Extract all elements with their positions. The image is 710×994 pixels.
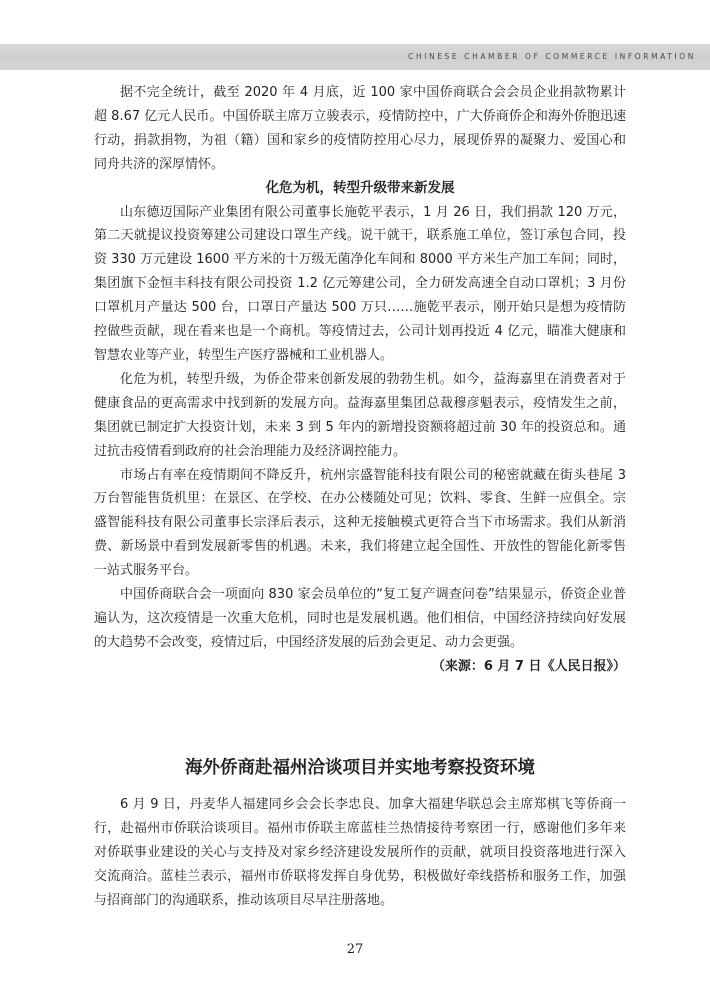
article-title: 海外侨商赴福州洽谈项目并实地考察投资环境: [185, 758, 535, 778]
body-paragraph: 6 月 9 日，丹麦华人福建同乡会会长李忠良、加拿大福建华联总会主席郑棋飞等侨商一行，赴福州市侨联洽谈项目。福州市侨联主席蓝桂兰热情接待考察团一行，感谢他们多年来对侨联事业建设的关心与支持及对家乡经济建设发展所作的贡献，就项目投资落地进行深入交流商洽。蓝桂兰表示，福州市侨联将发挥自身优势，积极做好牵线搭桥和服务工作，加强与招商部门的沟通联系，推动该项目尽早注册落地。: [94, 797, 626, 908]
page-number: 27: [346, 942, 364, 957]
article-body: [94, 793, 626, 913]
body-paragraph: 市场占有率在疫情期间不降反升，杭州宗盛智能科技有限公司的秘密就藏在街头巷尾 3 万台智能售货机里：在景区、在学校、在办公楼随处可见；饮料、零食、生鲜一应俱全。宗盛智能科技有限公司董事长宗泽后表示，这种无接触模式更符合当下市场需求。我们从新消费、新场景中看到发展新零售的机遇。未来，我们将建立起全国性、开放性的智能化新零售一站式服务平台。: [94, 467, 626, 579]
running-header-title: CHINESE CHAMBER OF COMMERCE INFORMATION: [408, 52, 696, 61]
body-paragraph: 化危为机，转型升级，为侨企带来创新发展的勃勃生机。如今，益海嘉里在消费者对于健康食品的更高需求中找到新的发展方向。益海嘉里集团总裁穆彦魁表示，疫情发生之前，集团就已制定扩大投资计划，未来 3 到 5 年内的新增投资额将超过前 30 年的投资总和。通过抗击疫情看到政府的社会治理能力及经济调控能力。: [94, 371, 626, 459]
article-continuation: [94, 81, 626, 679]
source-citation: （来源：6 月 7 日《人民日报》）: [431, 658, 626, 674]
body-paragraph: 中国侨商联合会一项面向 830 家会员单位的“复工复产调查问卷”结果显示，侨资企业普遍认为，这次疫情是一次重大危机，同时也是发展机遇。他们相信，中国经济持续向好发展的大趋势不会改变，疫情过后，中国经济发展的后劲会更足、动力会更强。: [94, 587, 626, 650]
running-header-band: [0, 44, 710, 70]
body-paragraph: 山东德迈国际产业集团有限公司董事长施乾平表示，1 月 26 日，我们捐款 120 万元，第二天就提议投资筹建公司建设口罩生产线。说干就干，联系施工单位，签订承包合同，投资 330 万元建设 1600 平方米的十万级无菌净化车间和 8000 平方米生产加工车间；同时，集团旗下金恒丰科技有限公司投资 1.2 亿元筹建公司，全力研发高速全自动口罩机；3 月份口罩机月产量达 500 台，口罩日产量达 500 万只……施乾平表示，刚开始只是想为疫情防控做些贡献，现在看来也是一个商机。等疫情过去，公司计划再投近 4 亿元，瞄准大健康和智慧农业等产业，转型生产医疗器械和工业机器人。: [94, 204, 626, 363]
section-subheading: 化危为机，转型升级带来新发展: [265, 179, 455, 196]
article-title-block: [94, 756, 626, 780]
intro-paragraph: 据不完全统计，截至 2020 年 4 月底，近 100 家中国侨商联合会会员企业捐款物累计超 8.67 亿元人民币。中国侨联主席万立骏表示，疫情防控中，广大侨商侨企和海外侨胞迅速行动，捐款捐物，为祖（籍）国和家乡的疫情防控用心尽力，展现侨界的凝聚力、爱国心和同舟共济的深厚情怀。: [94, 85, 626, 172]
